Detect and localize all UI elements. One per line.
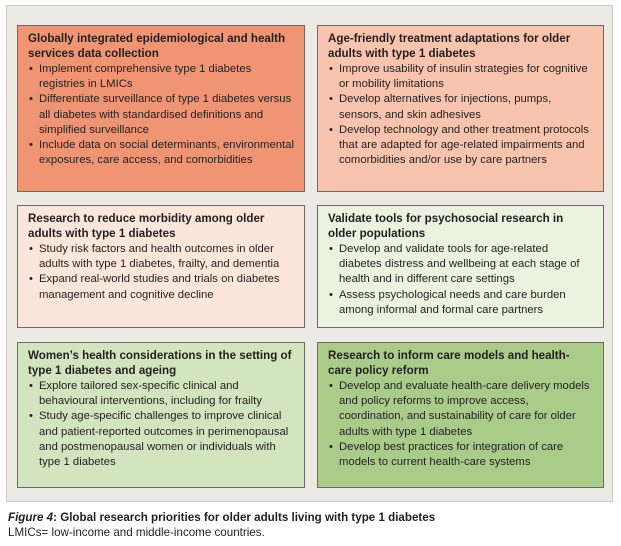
bullet-item: • Improve usability of insulin strategies for cognitive or mobility limitations [328,62,593,92]
figure-title: : Global research priorities for older adults living with type 1 diabetes [53,511,436,524]
priority-box-psychosocial-tools [317,205,604,328]
bullet-item: • Explore tailored sex-specific clinical and behavioural interventions, including for frailty [28,379,294,409]
bullet-list [328,62,593,168]
bullet-item: • Implement comprehensive type 1 diabetes registries in LMICs [28,62,294,92]
bullet-item: • Assess psychological needs and care burden among informal and formal care partners [328,288,593,318]
priority-box-treatment-adaptations [317,25,604,192]
abbreviation-note: LMICs= low-income and middle-income countries. [8,526,265,539]
bullet-item: • Differentiate surveillance of type 1 diabetes versus all diabetes with standardised definitions and simplified surveillance [28,92,294,138]
bullet-item: • Develop and evaluate health-care delivery models and policy reforms to improve access, coordination, and sustainability of care for older adults with type 1 diabetes [328,379,593,440]
bullet-item: • Develop and validate tools for age-related diabetes distress and wellbeing at each stage of health and in different care settings [328,242,593,288]
figure-caption [8,510,613,540]
bullet-list [28,62,294,168]
priority-box-womens-health [17,342,305,488]
bullet-item: • Develop best practices for integration of care models to current health-care systems [328,440,593,470]
bullet-item: • Expand real-world studies and trials on diabetes management and cognitive decline [28,272,294,302]
bullet-list [28,379,294,470]
bullet-item: • Develop technology and other treatment protocols that are adapted for age-related impairments and comorbidities and/or use by care partners [328,123,593,169]
box-title: Validate tools for psychosocial research in older populations [328,212,564,240]
box-title: Age-friendly treatment adaptations for older adults with type 1 diabetes [328,32,571,60]
box-title: Women’s health considerations in the setting of type 1 diabetes and ageing [28,349,292,377]
bullet-list [28,242,294,303]
bullet-list [328,379,593,470]
bullet-item: • Develop alternatives for injections, pumps, sensors, and skin adhesives [328,92,593,122]
priority-box-data-collection [17,25,305,192]
priority-box-care-models [317,342,604,488]
priority-box-morbidity-research [17,205,305,328]
bullet-item: • Include data on social determinants, environmental exposures, care access, and comorbidities [28,138,294,168]
box-title: Research to inform care models and health-care policy reform [328,349,570,377]
bullet-item: • Study age-specific challenges to improve clinical and patient-reported outcomes in perimenopausal and postmenopausal women or individuals with type 1 diabetes [28,409,294,470]
bullet-list [328,242,593,318]
box-title: Globally integrated epidemiological and health services data collection [28,32,286,60]
bullet-item: • Study risk factors and health outcomes in older adults with type 1 diabetes, frailty, and dementia [28,242,294,272]
figure-label: Figure 4 [8,511,54,524]
box-title: Research to reduce morbidity among older adults with type 1 diabetes [28,212,265,240]
